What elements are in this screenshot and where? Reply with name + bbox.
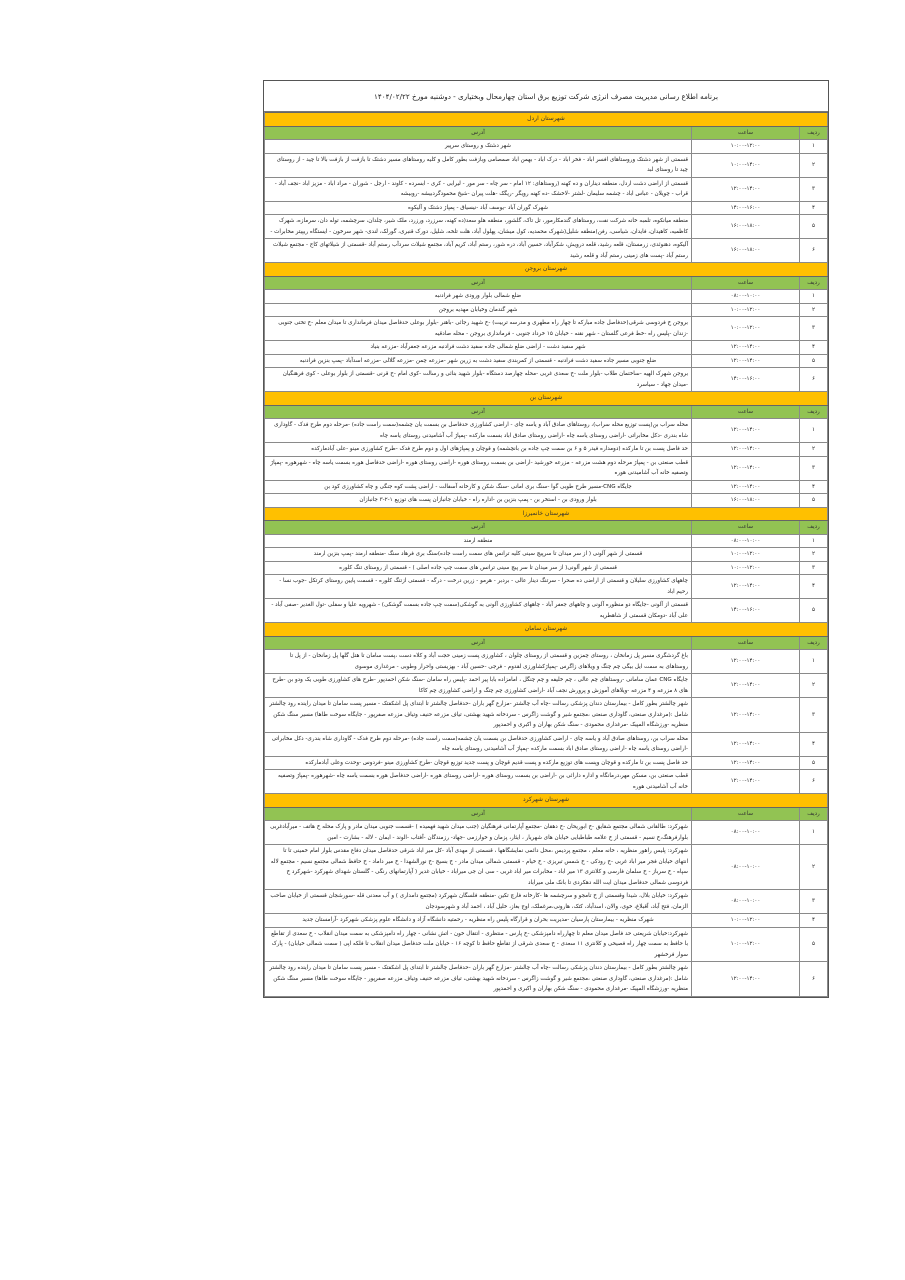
outage-time: ۰۸:۰۰-۱۰:۰۰ bbox=[692, 821, 800, 845]
outage-time: ۱۰:۰۰-۱۲:۰۰ bbox=[692, 317, 800, 341]
table-row bbox=[265, 215, 828, 239]
row-number: ۳ bbox=[800, 561, 828, 575]
outage-address: شهر چالشتر بطور کامل - بیمارستان دندان پزشکی رسالت -چاه آب چالشتر -مزارع گهر باران -حدفاصل چالشتر تا ابتدای پل اشکفتک - مسیر پست سامان تا میدان راینده رود چالشتر شامل :(مرغداری صنعتی، گاوداری صنعتی ،مجتمع شیر و گوشت زاگرس - سردخانه شهید بهشتی، تیاف مزرعه حنیف وتیاف مزرعه صفرپور - جایگاه سوخت طاها) مسیر سنگ شکن منظریه -ورزشگاه المپیک -مرغداری محمودی - سنگ شکن بهاران و اکبری و احمدپور bbox=[265, 698, 692, 733]
row-number: ۲ bbox=[800, 845, 828, 890]
table-row bbox=[265, 354, 828, 368]
city-section-header bbox=[265, 113, 828, 127]
outage-address: قسمتی از شهر آلونی( از سر میدان تا سر پیچ سینی ترانس های سمت چپ جاده اصلی ) - قسمتی از روستای تنگ کلوره bbox=[265, 561, 692, 575]
row-number: ۲ bbox=[800, 153, 828, 177]
column-header-row bbox=[265, 636, 828, 650]
outage-time: ۱۲:۰۰-۱۴:۰۰ bbox=[692, 674, 800, 698]
column-header-address: آدرس bbox=[265, 521, 692, 535]
outage-time: ۱۰:۰۰-۱۲:۰۰ bbox=[692, 303, 800, 317]
outage-address: شهر سفید دشت - اراضی ضلع شمالی جاده سفید دشت فرادنبه مزرعه جعفرآباد -مزرعه بنیاد bbox=[265, 341, 692, 355]
table-row bbox=[265, 201, 828, 215]
table-row bbox=[265, 548, 828, 562]
table-row bbox=[265, 456, 828, 480]
table-row bbox=[265, 290, 828, 304]
city-section-header bbox=[265, 263, 828, 277]
outage-time: ۱۲:۰۰-۱۴:۰۰ bbox=[692, 480, 800, 494]
column-header-time: ساعت bbox=[692, 636, 800, 650]
outage-address: شهرک گوران آباد -یوسف آباد -نیسیاق - پمپاژ دشتک و آلیکوه bbox=[265, 201, 692, 215]
outage-time: ۱۶:۰۰-۱۸:۰۰ bbox=[692, 239, 800, 263]
row-number: ۶ bbox=[800, 368, 828, 392]
column-header-row bbox=[265, 405, 828, 419]
column-header-radif: ردیف bbox=[800, 521, 828, 535]
outage-address: شهر چالشتر بطور کامل - بیمارستان دندان پزشکی رسالت -چاه آب چالشتر -مزارع گهر باران -حدفاصل چالشتر تا ابتدای پل اشکفتک - مسیر پست سامان تا میدان راینده رود چالشتر شامل :(مرغداری صنعتی، گاوداری صنعتی ،مجتمع شیر و گوشت زاگرس - سردخانه شهید بهشتی، تیاف مزرعه حنیف وتیاف مزرعه صفرپور - جایگاه سوخت طاها) مسیر سنگ شکن منظریه -ورزشگاه المپیک -مرغداری محمودی - سنگ شکن بهاران و اکبری و احمدپور bbox=[265, 962, 692, 997]
table-row bbox=[265, 575, 828, 599]
outage-address: شهر دشتک و روستای سرپیر bbox=[265, 140, 692, 154]
table-row bbox=[265, 443, 828, 457]
row-number: ۴ bbox=[800, 341, 828, 355]
row-number: ۵ bbox=[800, 494, 828, 508]
city-name: شهرستان سامان bbox=[265, 623, 828, 637]
row-number: ۴ bbox=[800, 480, 828, 494]
column-header-radif: ردیف bbox=[800, 807, 828, 821]
outage-time: ۱۲:۰۰-۱۴:۰۰ bbox=[692, 962, 800, 997]
table-row bbox=[265, 890, 828, 914]
table-row bbox=[265, 153, 828, 177]
column-header-radif: ردیف bbox=[800, 126, 828, 140]
table-row bbox=[265, 962, 828, 997]
city-name: شهرستان اردل bbox=[265, 113, 828, 127]
table-row bbox=[265, 494, 828, 508]
outage-time: ۱۲:۰۰-۱۴:۰۰ bbox=[692, 354, 800, 368]
table-row bbox=[265, 239, 828, 263]
outage-address: قسمتی از شهر دشتک وروستاهای افسر اباد - فخر اباد - درک اباد - بهمن اباد صمصامی وبازفت بطور کامل و کلیه روستاهای مسیر دشتک تا بازفت از بازفت بالا تا چید - از روستای چید تا روستای لبد bbox=[265, 153, 692, 177]
outage-time: ۱۲:۰۰-۱۴:۰۰ bbox=[692, 650, 800, 674]
city-section-header bbox=[265, 794, 828, 808]
outage-address: آلیکوه، دهنوئدی، زرمستان، قلعه رشید، قلعه درویش، شکرآباد، حسین آباد، دره شور، رستم آباد، کریم آباد، مجتمع شیلات سردآب رستم آباد -قسمتی از شیلاتهای کاج - مجتمع شیلات رستم آباد -پست های زمینی رستم آباد و قلعه رشید bbox=[265, 239, 692, 263]
outage-time: ۱۴:۰۰-۱۶:۰۰ bbox=[692, 201, 800, 215]
column-header-row bbox=[265, 276, 828, 290]
outage-address: حد فاصل پست بن تا مارکده و قوچان وپست های توزیع مارکده و پست قدیم قوچان و پست جدید توزیع قوچان -طرح کشاورزی مینو -فردوس -وحدت وعلی آبادمارکده bbox=[265, 756, 692, 770]
outage-address: شهر گندمان وخیابان مهدیه بروجن bbox=[265, 303, 692, 317]
column-header-address: آدرس bbox=[265, 405, 692, 419]
outage-time: ۱۲:۰۰-۱۴:۰۰ bbox=[692, 698, 800, 733]
table-row bbox=[265, 534, 828, 548]
table-row bbox=[265, 650, 828, 674]
row-number: ۶ bbox=[800, 962, 828, 997]
row-number: ۳ bbox=[800, 456, 828, 480]
outage-address: شهرک منظریه - بیمارستان پارسیان -مدیریت بحران و قرارگاه پلیس راه منظریه - رحمتیه دانشگاه آزاد و دانشگاه علوم پزشکی شهرکرد -آرامستان جدید bbox=[265, 914, 692, 928]
row-number: ۶ bbox=[800, 770, 828, 794]
outage-address: محله سراب بن(پست توزیع محله سراب)، روستاهای صادق آباد و یاسه چای - اراضی کشاورزی حدفاصل بن بسمت یان چشمه(سمت راست جاده) -مرحله دوم طرح فدک - گاوداری شاه بندری -دکل مخابراتی -اراضی روستای یاسه چاه -اراضی روستای صادق اباد بسمت مارکده -پمپاژ آب آشامیدنی روستای یاسه چاه bbox=[265, 419, 692, 443]
outage-address: قسمتی از اراضی دشت اردل، منطقه دیناران و ده کهنه (روستاهای: ۱۲ امام - سر چاه - سر مور - لیرابی - کری - ابسرده - کاوند - ارجل - شوران - مراد اباد - مزیز اباد -نجف آباد - قراب - چویلان - عباس اباد - چشمه سلیمان -لشتر -لاخشک -ده کهنه رویگر -ریگک -هلت پیران -شیخ محمودگردبیشه -روبیشه bbox=[265, 177, 692, 201]
outage-time: ۱۰:۰۰-۱۲:۰۰ bbox=[692, 548, 800, 562]
row-number: ۴ bbox=[800, 732, 828, 756]
city-section-header bbox=[265, 507, 828, 521]
outage-time: ۱۰:۰۰-۱۲:۰۰ bbox=[692, 927, 800, 962]
outage-time: ۰۸:۰۰-۱۰:۰۰ bbox=[692, 890, 800, 914]
outage-time: ۰۸:۰۰-۱۰:۰۰ bbox=[692, 290, 800, 304]
column-header-time: ساعت bbox=[692, 405, 800, 419]
table-row bbox=[265, 303, 828, 317]
outage-time: ۱۲:۰۰-۱۴:۰۰ bbox=[692, 443, 800, 457]
table-row bbox=[265, 927, 828, 962]
outage-address: قسمتی از شهر آلونی ( از سر میدان تا سرپیچ سینی کلیه ترانس های سمت راست جاده)سنگ بری فرهاد سنگ -منطقه ارمند -پمپ بنزین ارمند bbox=[265, 548, 692, 562]
row-number: ۱ bbox=[800, 140, 828, 154]
table-row bbox=[265, 419, 828, 443]
column-header-address: آدرس bbox=[265, 807, 692, 821]
row-number: ۳ bbox=[800, 177, 828, 201]
outage-time: ۱۲:۰۰-۱۴:۰۰ bbox=[692, 756, 800, 770]
row-number: ۳ bbox=[800, 890, 828, 914]
column-header-row bbox=[265, 807, 828, 821]
outage-time: ۱۲:۰۰-۱۴:۰۰ bbox=[692, 456, 800, 480]
row-number: ۳ bbox=[800, 317, 828, 341]
outage-address: ضلع شمالی بلوار ورودی شهر فرادنبه bbox=[265, 290, 692, 304]
outage-address: باغ گردشگری مسیر پل زمانخان ، روستای چمزین و قسمتی از روستای چلوان ، کشاورزی پست زمینی حجت آباد و کلاه دست ،پست سامان تا هتل گلها پل زمانخان - از پل تا روستاهای به سمت ایل بیگی چم چنگ و ویلاهای زاگرس -پمپاژکشاورزی لقدوم - فرجی -حسین آباد - بهزیستی واحرار وطوبی - مرغداری موسوی bbox=[265, 650, 692, 674]
city-name: شهرستان خانمیرزا bbox=[265, 507, 828, 521]
row-number: ۲ bbox=[800, 674, 828, 698]
table-row bbox=[265, 732, 828, 756]
table-row bbox=[265, 914, 828, 928]
row-number: ۶ bbox=[800, 239, 828, 263]
outage-time: ۱۶:۰۰-۱۸:۰۰ bbox=[692, 494, 800, 508]
outage-time: ۱۰:۰۰-۱۲:۰۰ bbox=[692, 140, 800, 154]
column-header-radif: ردیف bbox=[800, 405, 828, 419]
table-row bbox=[265, 177, 828, 201]
table-row bbox=[265, 845, 828, 890]
outage-address: قطب صنعتی بن - پمپاژ مرحله دوم هشت مزرعه - مزرعه خورشید -اراضی بن بسمت روستای هوره -اراضی روستای هوره -اراضی حدفاصل هوره بسمت یاسه چاه - شهرهوره -پمپاژ وتصفیه خانه آب آشامیدنی هوره bbox=[265, 456, 692, 480]
table-row bbox=[265, 341, 828, 355]
table-row bbox=[265, 698, 828, 733]
outage-time: ۱۲:۰۰-۱۴:۰۰ bbox=[692, 419, 800, 443]
column-header-address: آدرس bbox=[265, 126, 692, 140]
table-row bbox=[265, 821, 828, 845]
outage-address: بروجن شهرک الهیه -ساختمان طلاب -بلوار ملت -خ سعدی غربی -محله چهارصد دستگاه -بلوار شهید بنائی و رسالت -کوی امام -خ قرنی -قسمتی از بلوار بوعلی - کوی فرهنگیان -میدان جهاد - سیاسرد bbox=[265, 368, 692, 392]
row-number: ۵ bbox=[800, 756, 828, 770]
city-name: شهرستان بن bbox=[265, 392, 828, 406]
table-row bbox=[265, 756, 828, 770]
row-number: ۲ bbox=[800, 443, 828, 457]
row-number: ۴ bbox=[800, 201, 828, 215]
row-number: ۱ bbox=[800, 821, 828, 845]
outage-time: ۱۴:۰۰-۱۶:۰۰ bbox=[692, 599, 800, 623]
outage-address: منطقه میانکوه، تلمبه خانه شرکت نفت، روستاهای گندمکارمور، تل تاک، گلشور، منطقه هلو سعد(ده کهنه، سرزرد، ورزرد، ملک شیر، چلدان، سرچشمه، توله دان، سرمازه، شهرک کاظمیه، کاهیدان، فایدان، شیاسی، رفن)منطقه شلیل(شهرک محمدیه، کول میشان، پهلول آباد، هلت تلخه، شلیل، دورک قنبری، گورلک، لندی- شهر سرخون - ایستگاه ریپیتر مخابرات - bbox=[265, 215, 692, 239]
outage-time: ۱۲:۰۰-۱۴:۰۰ bbox=[692, 575, 800, 599]
outage-address: محله سراب بن، روستاهای صادق آباد و یاسه چای - اراضی کشاورزی حدفاصل بن بسمت یان چشمه(سمت راست جاده) -مرحله دوم طرح فدک - گاوداری شاه بندری- دکل مخابراتی -اراضی روستای یاسه چاه -اراضی روستای صادق اباد بسمت مارکده -پمپاژ آب آشامیدنی روستای یاسه چاه bbox=[265, 732, 692, 756]
outage-time: ۱۰:۰۰-۱۲:۰۰ bbox=[692, 914, 800, 928]
row-number: ۱ bbox=[800, 419, 828, 443]
row-number: ۱ bbox=[800, 534, 828, 548]
outage-time: ۱۰:۰۰-۱۲:۰۰ bbox=[692, 561, 800, 575]
outage-time: ۱۴:۰۰-۱۶:۰۰ bbox=[692, 368, 800, 392]
outage-address: جایگاه CNG عمان سامانی -روستاهای چم عالی ، چم خلیفه و چم چنگل ، امامزاده بابا پیر احمد -پلیس راه سامان -سنگ شکن احمدپور -طرح های کشاورزی طوبی یک ودو بن -طرح های ۸ مزرعه و ۴ مزرعه -ویلاهای آموزش و پرورش نجف آباد -اراضی کشاورزی چم چنگ و اراضی کشاورزی چم کاکا bbox=[265, 674, 692, 698]
table-row bbox=[265, 140, 828, 154]
column-header-row bbox=[265, 521, 828, 535]
table-row bbox=[265, 317, 828, 341]
column-header-address: آدرس bbox=[265, 636, 692, 650]
table-row bbox=[265, 674, 828, 698]
outage-address: شهرکرد: پلیس راهور منظریه ، خانه معلم ، مجتمع پردیس ،محل دائمی نمایشگاهها ، قسمتی از مهدی آباد -کل میر اباد شرقی حدفاصل میدان دفاع مقدس بلوار امام خمینی تا تا انتهای خیابان فجر میر اباد غربی -خ رودکی - خ شمس تبریزی - خ خیام - قسمتی شمالی میدان مادر - خ بسیج -خ نورالشهدا - خ میر داماد - خ حافظ شمالی مجتمع نسیم - مجتمع لاله سپاه - خ سرباز - خ سلمان فارسی و کلانتری ۱۳ میر اباد - مخابرات میر اباد غربی - سی ان جی میراباد - خیابان غدیر ( آپارتمانهای رنگی - گلستان شهدای شهرکرد -شهرکرد خ فردوسی شمالی حدفاصل میدان ایت الله دهکردی تا بانک ملی میراباد bbox=[265, 845, 692, 890]
table-row bbox=[265, 480, 828, 494]
row-number: ۵ bbox=[800, 215, 828, 239]
outage-address: شهرکرد: خیابان بلال، شیدا وقسمتی از خ تامجو و سرچشمه ها -کارخانه فارچ تکین -منطقه فلسگان شهرکرد (مجتمع دامداری ) و آب معدنی قله -سورشجان قسمتی از خیابان صاحب الزمان، فتح آباد، آقبلاغ، خوی، والان، اسدآباد، کتک، هارونی،مرغملک، اوج بغاز، خلیل آباد ، احمد آباد و شهرسودجان bbox=[265, 890, 692, 914]
row-number: ۳ bbox=[800, 698, 828, 733]
outage-address: شهرکرد:خیابان شریعتی حد فاصل میدان معلم تا چهارراه دامپزشکی -خ پارس - منتظری - انتقال خون - اتش نشانی - چهار راه دامپزشکی به سمت میدان انقلاب - خ سعدی از تقاطع با حافظ به سمت چهار راه فصیحی و کلانتری ۱۱ سعدی - خ سعدی شرقی از تقاطع حافظ تا کوچه ۱۶ - خیابان ملت حدفاصل میدان انقلاب تا فلکه اپی ( سمت شمالی خیابان) - پارک سوار فرخشهر bbox=[265, 927, 692, 962]
outage-time: ۱۲:۰۰-۱۴:۰۰ bbox=[692, 732, 800, 756]
schedule-sheet bbox=[263, 80, 829, 998]
city-name: شهرستان شهرکرد bbox=[265, 794, 828, 808]
row-number: ۱ bbox=[800, 290, 828, 304]
outage-address: قسمتی از آلونی -جایگاه دو منظوره آلونی و چاههای جعفر آباد - چاههای کشاورزی آلونی به گوشکی(سمت چپ جاده بسمت گوشکی) - شهرویه علیا و سفلی -تول الغدیر -صفی آباد - علی آباد -دومکان قسمتی از شاهطریه bbox=[265, 599, 692, 623]
row-number: ۵ bbox=[800, 927, 828, 962]
row-number: ۵ bbox=[800, 599, 828, 623]
column-header-radif: ردیف bbox=[800, 276, 828, 290]
column-header-time: ساعت bbox=[692, 807, 800, 821]
city-name: شهرستان بروجن bbox=[265, 263, 828, 277]
table-row bbox=[265, 770, 828, 794]
outage-time: ۱۲:۰۰-۱۴:۰۰ bbox=[692, 770, 800, 794]
outage-address: جایگاه CNG-مسیر طرح طوبی گوا -سنگ بری امانی -سنگ شکن و کارخانه آسفالت - اراضی پشت کوه جنگی و چاه کشاورزی کود بن bbox=[265, 480, 692, 494]
row-number: ۵ bbox=[800, 354, 828, 368]
outage-address: قطب صنعتی بن، مسکن مهر،درمانگاه و اداره دارائی بن -اراضی بن بسمت روستای هوره -اراضی روستای هوره -اراضی حدفاصل هوره بسمت یاسه چاه -شهرهوره -پمپاژ وتصفیه خانه آب آشامیدنی هوره bbox=[265, 770, 692, 794]
column-header-address: آدرس bbox=[265, 276, 692, 290]
column-header-time: ساعت bbox=[692, 521, 800, 535]
row-number: ۴ bbox=[800, 575, 828, 599]
outage-address: چاههای کشاورزی سلیلان و قسمتی از اراضی ده صحرا - سرتنگ دینار عالی - بردبر - هرمو - زرین درخت - درگه - قسمتی ازتنگ کلوره - قسمت پایین روستای کرتکل -جوب نسا - رحیم اباد bbox=[265, 575, 692, 599]
city-section-header bbox=[265, 623, 828, 637]
outage-time: ۰۸:۰۰-۱۰:۰۰ bbox=[692, 534, 800, 548]
outage-address: ضلع جنوبی مسیر جاده سفید دشت فرادنبه - قسمتی از کمربندی سفید دشت به زرین شهر -مزرعه چمن -مزرعه گلالی -مزرعه اسدآباد -پمپ بنزین فرادنبه bbox=[265, 354, 692, 368]
column-header-radif: ردیف bbox=[800, 636, 828, 650]
column-header-row bbox=[265, 126, 828, 140]
outage-time: ۱۲:۰۰-۱۴:۰۰ bbox=[692, 177, 800, 201]
column-header-time: ساعت bbox=[692, 276, 800, 290]
table-row bbox=[265, 368, 828, 392]
row-number: ۲ bbox=[800, 548, 828, 562]
row-number: ۲ bbox=[800, 303, 828, 317]
table-row bbox=[265, 599, 828, 623]
outage-address: بلوار ورودی بن - استخر بن - پمپ بنزین بن -اداره راه - خیابان جانبازان پست های توزیع ۱-۲-۳ جانبازان bbox=[265, 494, 692, 508]
column-header-time: ساعت bbox=[692, 126, 800, 140]
outage-address: حد فاصل پست بن تا مارکده (دومداره فیدر ۵ و ۶ بن سمت چپ جاده بن بانچشمه) و قوچان و پمپاژهای اول و دوم طرح فدک -طرح کشاورزی مینو -علی آبادمارکده bbox=[265, 443, 692, 457]
outage-address: بروجن خ فردوسی شرقی(حدفاصل جاده مبارکه تا چهار راه مطهری و مدرسه تربیت) -خ شهید رجائی -باهنر -بلوار بوعلی حدفاصل میدان فرمانداری تا میدان معلم -خ تختی جنوبی -زندان -پلیس راه -خط فرعی گلستان - شهر نقنه - خیابان ۱۵ خرداد جنوبی - فرمانداری بروجن - محله صادقیه bbox=[265, 317, 692, 341]
row-number: ۴ bbox=[800, 914, 828, 928]
page-title: برنامه اطلاع رسانی مدیریت مصرف انرژی شرکت توزیع برق استان چهارمحال وبختیاری - دوشنبه مورخ ۱۴۰۴/۰۲/۲۲ bbox=[264, 81, 828, 112]
schedule-table bbox=[264, 112, 828, 997]
outage-time: ۱۶:۰۰-۱۸:۰۰ bbox=[692, 215, 800, 239]
city-section-header bbox=[265, 392, 828, 406]
outage-time: ۰۸:۰۰-۱۰:۰۰ bbox=[692, 845, 800, 890]
outage-address: منطقه ارمند bbox=[265, 534, 692, 548]
outage-address: شهرکرد: طالقانی شمالی مجتمع شقایق -خ ابوریحان -خ دهقان -مجتمع آپارتمانی فرهنگیان (جنب میدان شهید فهمیده ) -قسمت جنوبی میدان مادر و پارک محله خ هاتف - میرآبادغربی بلوارفرهنگ،خ نسیم - قسمتی از خ علامه طباطبایی خیابان های شهریار ، ایثار، پزمان و خوارزمی -جهاد- رزمندگان -آفتاب -الوند - ایمان - لاله - بشارت - امین bbox=[265, 821, 692, 845]
table-row bbox=[265, 561, 828, 575]
row-number: ۱ bbox=[800, 650, 828, 674]
outage-time: ۱۲:۰۰-۱۴:۰۰ bbox=[692, 341, 800, 355]
outage-time: ۱۰:۰۰-۱۴:۰۰ bbox=[692, 153, 800, 177]
